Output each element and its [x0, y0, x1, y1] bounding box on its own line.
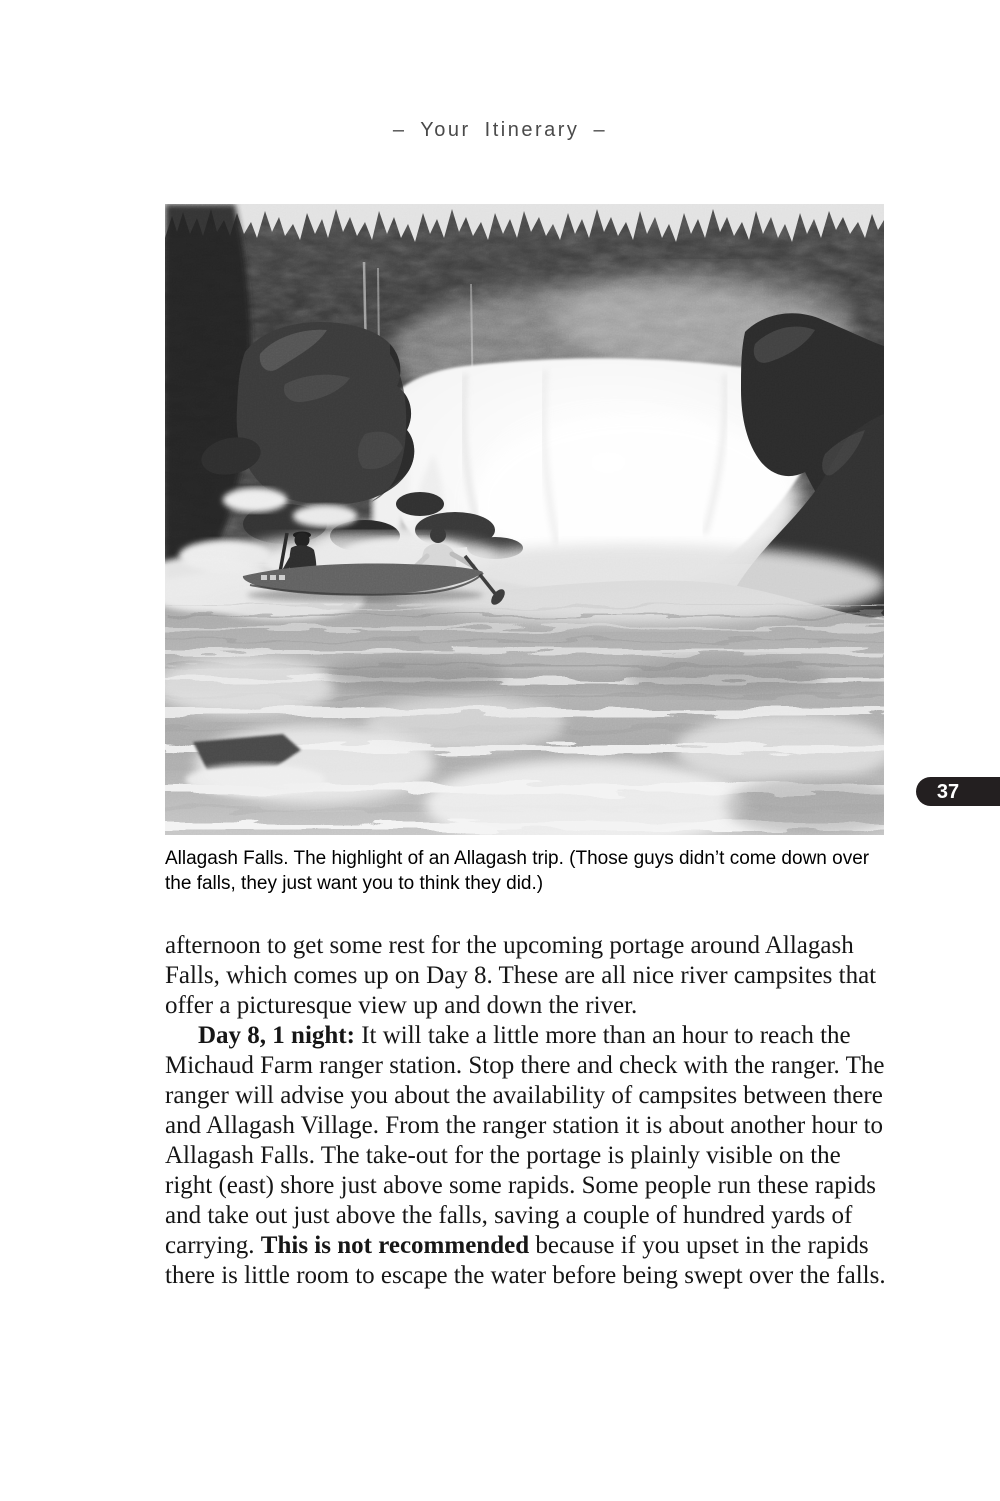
allagash-falls-photo	[165, 204, 884, 835]
paragraph: Day 8, 1 night: It will take a little more than an hour to reach the Michaud Farm ranger station. Stop there and check with the ranger. The ranger will advise you about the availability of campsites between there and Allagash Village. From the ranger station it is about another hour to Allagash Falls. The take-out for the portage is plainly visible on the right (east) shore just above some rapids. Some people run these rapids and take out just above the falls, saving a couple of hundred yards of carrying. This is not recommended because if you upset in the rapids there is little room to escape the water before being swept over the falls.	[165, 1022, 886, 1289]
running-header: – Your Itinerary –	[392, 119, 608, 141]
body-text	[165, 931, 887, 1291]
paragraph: afternoon to get some rest for the upcoming portage around Allagash Falls, which comes up on Day 8. These are all nice river campsites that offer a picturesque view up and down the river.	[165, 932, 877, 1019]
page-number: 37	[936, 780, 960, 803]
photo-caption: Allagash Falls. The highlight of an Allagash trip. (Those guys didn’t come down over the falls, they just want you to think they did.)	[165, 848, 870, 894]
page-number-tab	[916, 777, 1000, 806]
